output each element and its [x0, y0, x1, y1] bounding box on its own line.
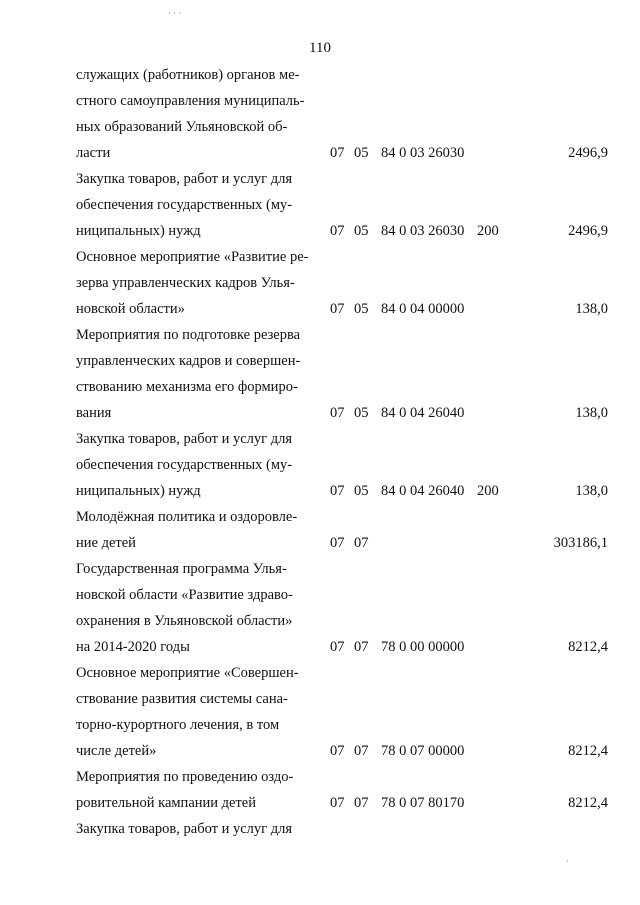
row-section-code: 07 — [330, 795, 345, 811]
row-name-line: обеспечения государственных (му- — [76, 457, 293, 473]
scan-speck-bottom: · — [566, 856, 569, 866]
row-name-line: Мероприятия по проведению оздо- — [76, 769, 294, 785]
row-target-article: 78 0 07 00000 — [381, 743, 465, 759]
row-name-line: новской области «Развитие здраво- — [76, 587, 293, 603]
row-name-line: служащих (работников) органов ме- — [76, 67, 300, 83]
row-name-line: ниципальных) нужд — [76, 483, 201, 499]
row-name-line: управленческих кадров и совершен- — [76, 353, 301, 369]
row-name-line: ных образований Ульяновской об- — [76, 119, 288, 135]
table-row — [0, 244, 640, 322]
row-subsection-code: 05 — [354, 223, 369, 239]
row-name-line: Мероприятия по подготовке резерва — [76, 327, 301, 343]
row-amount: 8212,4 — [568, 795, 608, 811]
row-name-line: Основное мероприятие «Совершен- — [76, 665, 299, 681]
row-amount: 2496,9 — [568, 145, 608, 161]
row-subsection-code: 05 — [354, 483, 369, 499]
row-section-code: 07 — [330, 145, 345, 161]
row-name-line: зерва управленческих кадров Улья- — [76, 275, 295, 291]
row-target-article: 84 0 04 00000 — [381, 301, 465, 317]
row-amount: 303186,1 — [553, 535, 608, 551]
row-name-line: обеспечения государственных (му- — [76, 197, 293, 213]
row-name-line: ние детей — [76, 535, 136, 551]
row-section-code: 07 — [330, 535, 345, 551]
table-row — [0, 166, 640, 244]
scan-speck-top: · · · — [168, 8, 182, 18]
row-amount: 2496,9 — [568, 223, 608, 239]
row-name-line: числе детей» — [76, 743, 157, 759]
row-section-code: 07 — [330, 223, 345, 239]
row-subsection-code: 07 — [354, 535, 369, 551]
row-subsection-code: 07 — [354, 743, 369, 759]
row-subsection-code: 07 — [354, 795, 369, 811]
row-name-line: ласти — [76, 145, 111, 161]
row-amount: 8212,4 — [568, 639, 608, 655]
row-section-code: 07 — [330, 483, 345, 499]
row-section-code: 07 — [330, 743, 345, 759]
row-amount: 138,0 — [575, 483, 608, 499]
row-name-line: Молодёжная политика и оздоровле- — [76, 509, 298, 525]
table-row — [0, 764, 640, 816]
row-name-line: охранения в Ульяновской области» — [76, 613, 293, 629]
row-name-line: стного самоуправления муниципаль- — [76, 93, 305, 109]
row-target-article: 84 0 04 26040 — [381, 405, 465, 421]
row-expense-type: 200 — [477, 223, 499, 239]
row-amount: 138,0 — [575, 405, 608, 421]
row-name-line: ствованию механизма его формиро- — [76, 379, 298, 395]
row-section-code: 07 — [330, 405, 345, 421]
row-target-article: 84 0 04 26040 — [381, 483, 465, 499]
table-row — [0, 62, 640, 166]
row-name-line: ровительной кампании детей — [76, 795, 257, 811]
row-subsection-code: 07 — [354, 639, 369, 655]
row-target-article: 84 0 03 26030 — [381, 223, 465, 239]
row-amount: 8212,4 — [568, 743, 608, 759]
row-target-article: 78 0 00 00000 — [381, 639, 465, 655]
row-section-code: 07 — [330, 301, 345, 317]
table-row — [0, 322, 640, 426]
row-name-line: ниципальных) нужд — [76, 223, 201, 239]
row-target-article: 84 0 03 26030 — [381, 145, 465, 161]
row-expense-type: 200 — [477, 483, 499, 499]
table-row — [0, 816, 640, 842]
row-name-line: Закупка товаров, работ и услуг для — [76, 171, 293, 187]
row-target-article: 78 0 07 80170 — [381, 795, 465, 811]
row-name-line: Закупка товаров, работ и услуг для — [76, 431, 293, 447]
row-name-line: новской области» — [76, 301, 185, 317]
table-row — [0, 426, 640, 504]
row-name-line: Закупка товаров, работ и услуг для — [76, 821, 293, 837]
row-name-line: Основное мероприятие «Развитие ре- — [76, 249, 309, 265]
row-name-line: ствование развития системы сана- — [76, 691, 288, 707]
row-name-line: торно-курортного лечения, в том — [76, 717, 280, 733]
row-name-line: на 2014-2020 годы — [76, 639, 190, 655]
row-name-line: Государственная программа Улья- — [76, 561, 287, 577]
table-row — [0, 556, 640, 660]
budget-table — [0, 62, 640, 842]
table-row — [0, 504, 640, 556]
row-subsection-code: 05 — [354, 405, 369, 421]
row-subsection-code: 05 — [354, 301, 369, 317]
row-subsection-code: 05 — [354, 145, 369, 161]
row-section-code: 07 — [330, 639, 345, 655]
row-name-line: вания — [76, 405, 112, 421]
page-number: 110 — [309, 40, 331, 56]
table-row — [0, 660, 640, 764]
row-amount: 138,0 — [575, 301, 608, 317]
